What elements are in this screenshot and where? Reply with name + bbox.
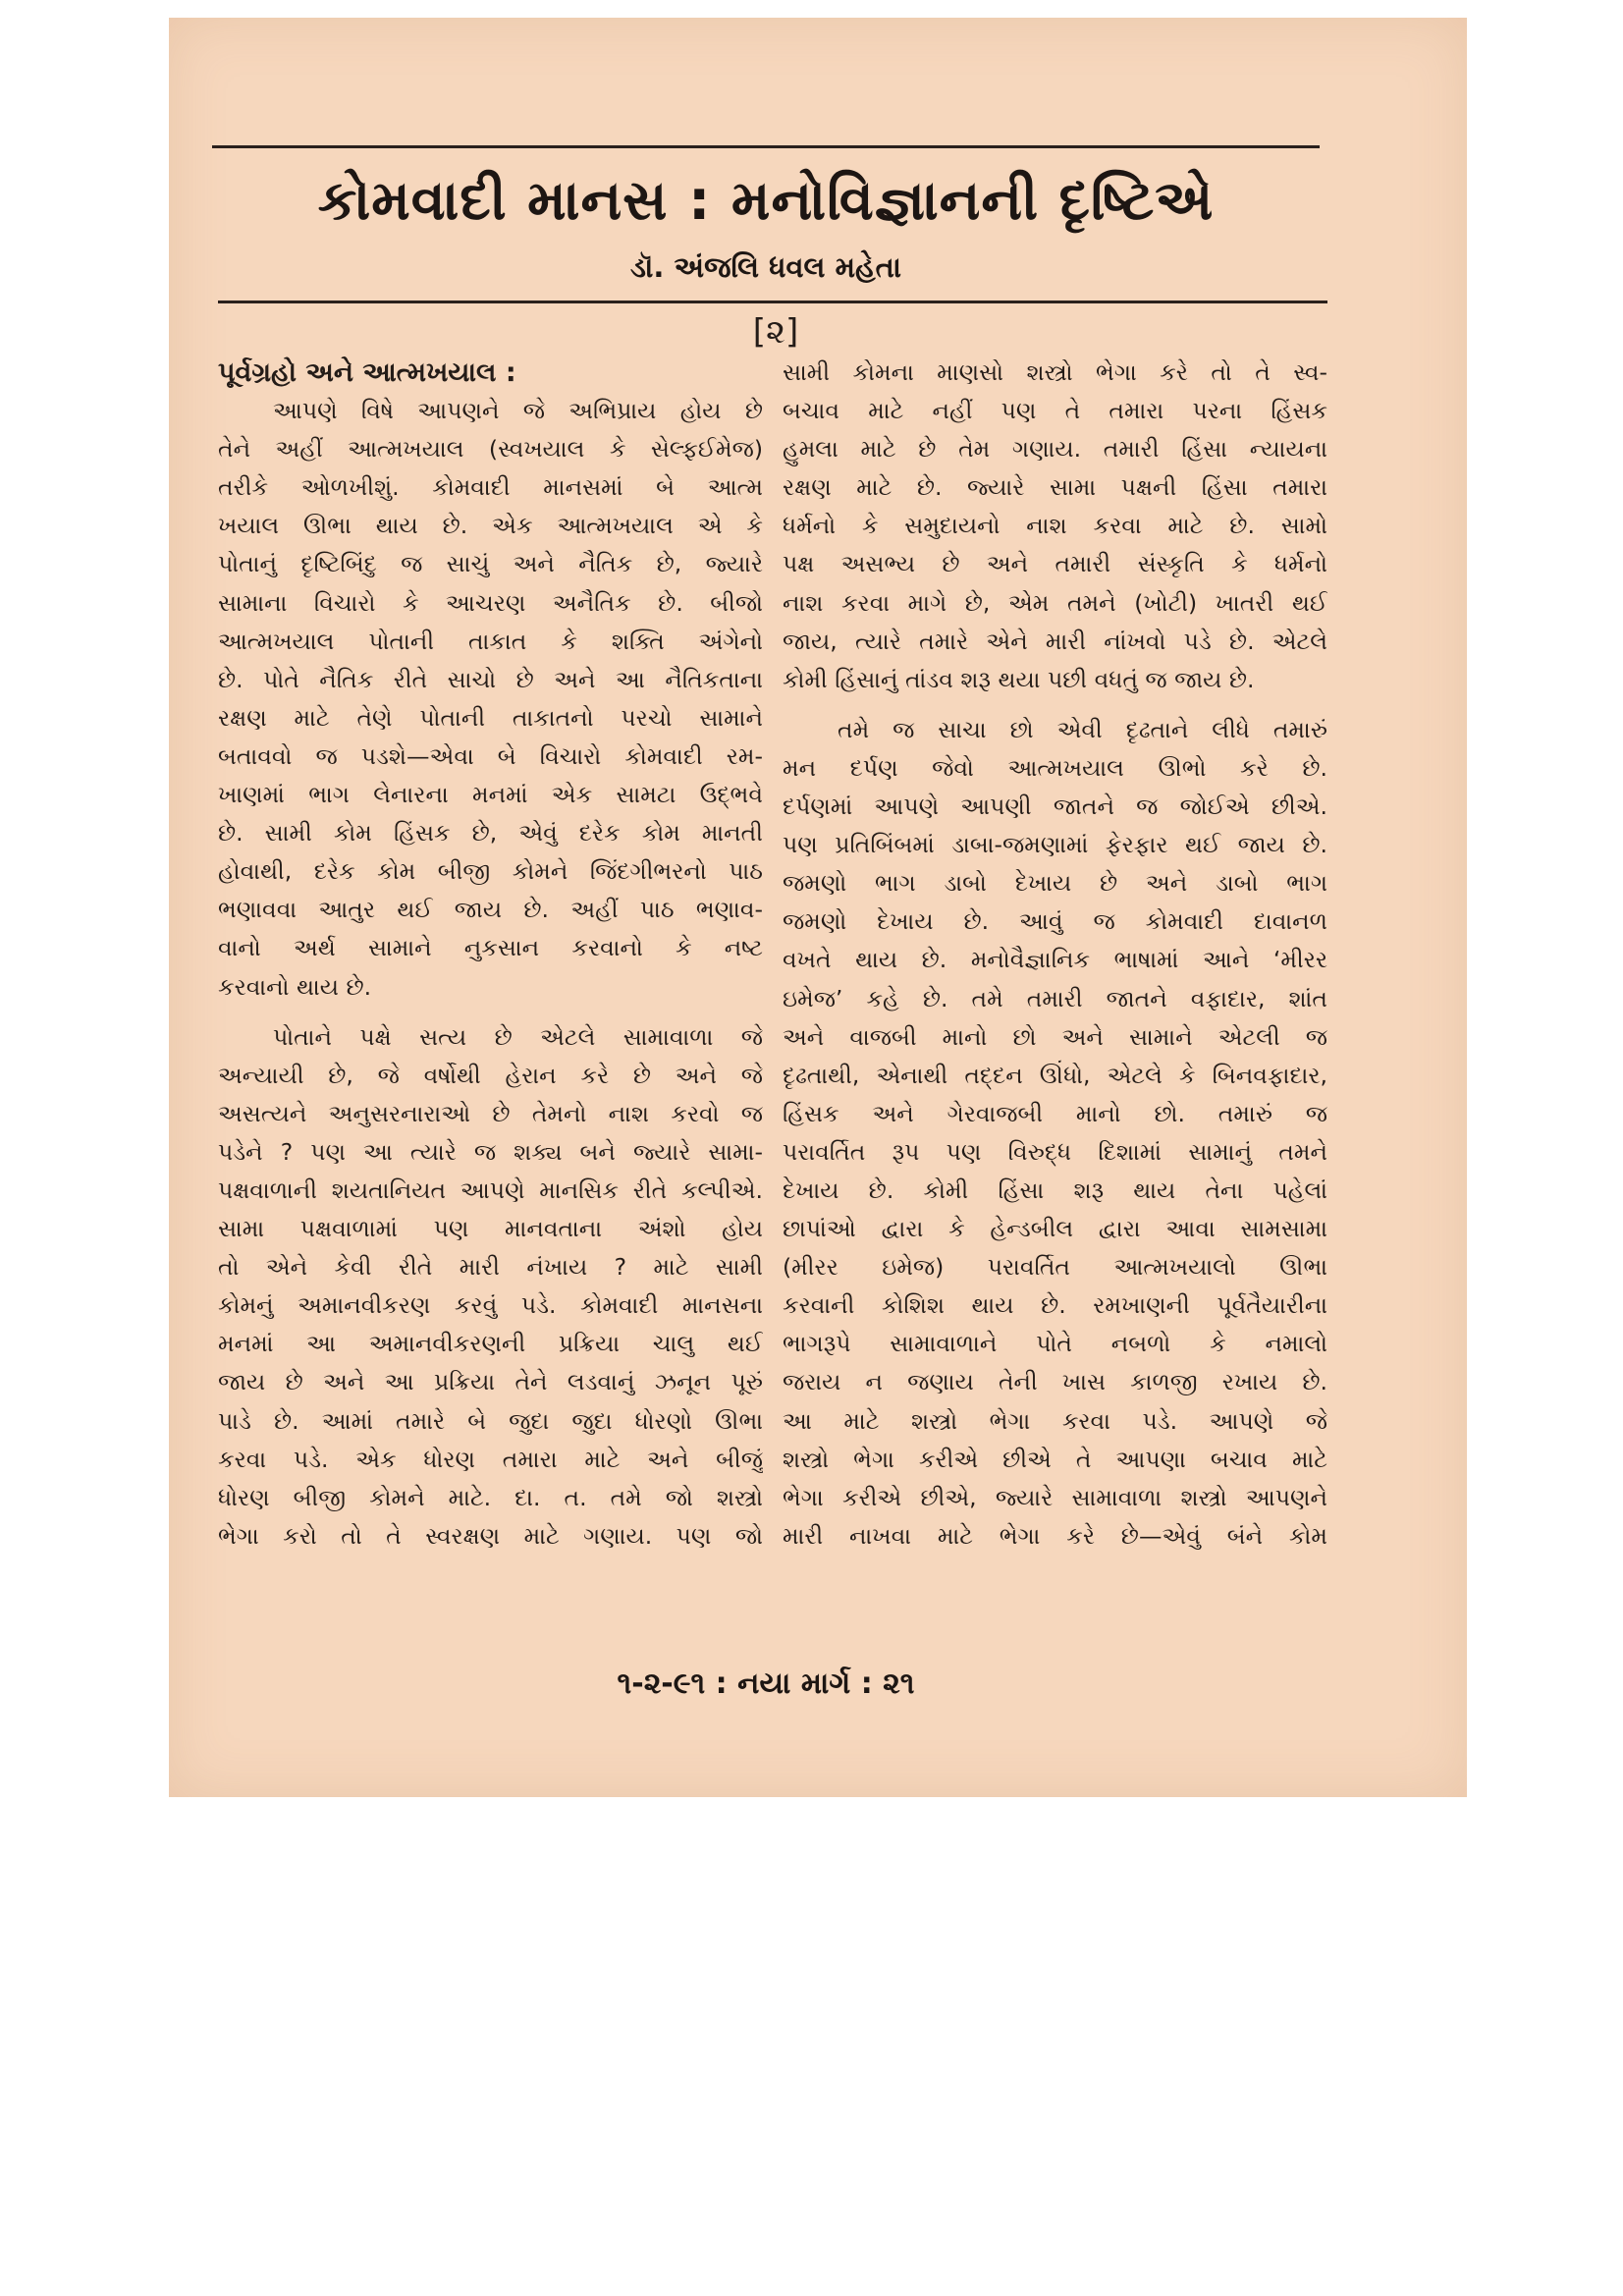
right-paragraph-2 — [783, 711, 1327, 1556]
text-line: જાય છે અને આ પ્રક્રિયા તેને લડવાનું ઝનૂન પૂરું — [218, 1368, 763, 1396]
left-paragraph-1 — [218, 392, 763, 1007]
text-line: હોવાથી, દરેક કોમ બીજી કોમને જિંદગીભરનો પાઠ — [218, 857, 763, 886]
text-line: હિંસક અને ગેરવાજબી માનો છો. તમારું જ — [783, 1099, 1327, 1127]
text-line: ભણાવવા આતુર થઈ જાય છે. અહીં પાઠ ભણાવ- — [218, 896, 763, 924]
text-line: મારી નાખવા માટે ભેગા કરે છે—એવું બંને કોમ — [783, 1521, 1327, 1550]
section-heading: પૂર્વગ્રહો અને આત્મખયાલ : — [218, 357, 516, 388]
text-line: ખયાલ ઊભા થાય છે. એક આત્મખયાલ એ કે — [218, 512, 763, 540]
text-line: અને વાજબી માનો છો અને સામાને એટલી જ — [783, 1022, 1327, 1051]
text-line: તો એને કેવી રીતે મારી નંખાય ? માટે સામી — [218, 1253, 763, 1282]
text-line: જમણો દેખાય છે. આવું જ કોમવાદી દાવાનળ — [783, 907, 1327, 936]
text-line: તેને અહીં આત્મખયાલ (સ્વખયાલ કે સેલ્ફઈમેજ) — [218, 435, 763, 464]
text-line: દર્પણમાં આપણે આપણી જાતને જ જોઈએ છીએ. — [783, 793, 1327, 821]
text-line: અન્યાયી છે, જે વર્ષોથી હેરાન કરે છે અને જે — [218, 1061, 763, 1089]
text-line: (મીરર ઇમેજ) પરાવર્તિત આત્મખયાલો ઊભા — [783, 1253, 1327, 1282]
text-line: પરાવર્તિત રૂપ પણ વિરુદ્ધ દિશામાં સામાનું તમને — [783, 1137, 1327, 1166]
text-line: પક્ષવાળાની શયતાનિયત આપણે માનસિક રીતે કલ્પીએ. — [218, 1175, 763, 1204]
part-number: [૨] — [752, 312, 799, 352]
text-line: ભાગરૂપે સામાવાળાને પોતે નબળો કે નમાલો — [783, 1330, 1327, 1358]
text-line: કરવા પડે. એક ધોરણ તમારા માટે અને બીજું — [218, 1445, 763, 1473]
text-line: સામી કોમના માણસો શસ્ત્રો ભેગા કરે તો તે સ્વ- — [783, 358, 1327, 386]
text-line: ભેગા કરો તો તે સ્વરક્ષણ માટે ગણાય. પણ જો — [218, 1521, 763, 1550]
text-line: જાય, ત્યારે તમારે એને મારી નાંખવો પડે છે. એટલે — [783, 627, 1327, 655]
left-column — [218, 354, 763, 1556]
text-line: છાપાંઓ દ્વારા કે હેન્ડબીલ દ્વારા આવા સામસામા — [783, 1215, 1327, 1243]
text-line: બતાવવો જ પડશે—એવા બે વિચારો કોમવાદી રમ- — [218, 741, 763, 770]
text-line: મનમાં આ અમાનવીકરણની પ્રક્રિયા ચાલુ થઈ — [218, 1330, 763, 1358]
left-paragraph-2 — [218, 1018, 763, 1556]
text-line: પક્ષ અસભ્ય છે અને તમારી સંસ્કૃતિ કે ધર્મનો — [783, 550, 1327, 578]
text-line: મન દર્પણ જેવો આત્મખયાલ ઊભો કરે છે. — [783, 753, 1327, 782]
text-line: રક્ષણ માટે તેણે પોતાની તાકાતનો પરચો સામાને — [218, 703, 763, 732]
text-line: ઇમેજ’ કહે છે. તમે તમારી જાતને વફાદાર, શાંત — [783, 984, 1327, 1012]
text-line: વખતે થાય છે. મનોવૈજ્ઞાનિક ભાષામાં આને ‘મીરર — [783, 946, 1327, 974]
article-author: ડૉ. અંજલિ ધવલ મહેતા — [629, 250, 902, 284]
text-line: અસત્યને અનુસરનારાઓ છે તેમનો નાશ કરવો જ — [218, 1099, 763, 1127]
text-line: નાશ કરવા માગે છે, એમ તમને (ખોટી) ખાતરી થઈ — [783, 588, 1327, 617]
text-line: કોમી હિંસાનું તાંડવ શરૂ થયા પછી વધતું જ જાય છે. — [783, 665, 1255, 693]
right-column — [783, 354, 1327, 1556]
text-line: પોતાનું દૃષ્ટિબિંદુ જ સાચું અને નૈતિક છે, જ્યારે — [218, 550, 763, 578]
text-line: ધોરણ બીજી કોમને માટે. દા. ત. તમે જો શસ્ત્રો — [218, 1483, 763, 1511]
text-line: તરીકે ઓળખીશું. કોમવાદી માનસમાં બે આત્મ — [218, 473, 763, 502]
text-line: આત્મખયાલ પોતાની તાકાત કે શક્તિ અંગેનો — [218, 627, 763, 655]
text-line: ખાણમાં ભાગ લેનારના મનમાં એક સામટા ઉદ્ભવે — [218, 781, 763, 809]
text-line: કોમનું અમાનવીકરણ કરવું પડે. કોમવાદી માનસના — [218, 1291, 763, 1320]
page-footer: ૧-૨-૯૧ : નયા માર્ગ : ૨૧ — [617, 1667, 915, 1701]
text-line: જરાય ન જણાય તેની ખાસ કાળજી રખાય છે. — [783, 1368, 1327, 1396]
header-bottom-rule — [218, 301, 1327, 303]
text-line: છે. સામી કોમ હિંસક છે, એવું દરેક કોમ માનતી — [218, 819, 763, 847]
text-line: દેખાય છે. કોમી હિંસા શરૂ થાય તેના પહેલાં — [783, 1175, 1327, 1204]
text-line: કરવાનો થાય છે. — [218, 972, 372, 1001]
top-rule — [212, 145, 1320, 148]
text-line: આ માટે શસ્ત્રો ભેગા કરવા પડે. આપણે જે — [783, 1406, 1327, 1435]
text-line: સામાના વિચારો કે આચરણ અનૈતિક છે. બીજો — [218, 588, 763, 617]
right-paragraph-1 — [783, 354, 1327, 699]
text-line: જમણો ભાગ ડાબો દેખાય છે અને ડાબો ભાગ — [783, 869, 1327, 898]
text-line: પડેને ? પણ આ ત્યારે જ શક્ય બને જ્યારે સામા- — [218, 1137, 763, 1166]
text-line: બચાવ માટે નહીં પણ તે તમારા પરના હિંસક — [783, 397, 1327, 425]
text-line: છે. પોતે નૈતિક રીતે સાચો છે અને આ નૈતિકતાના — [218, 665, 763, 693]
text-line: દૃઢતાથી, એનાથી તદ્દન ઊંધો, એટલે કે બિનવફાદાર, — [783, 1061, 1327, 1089]
text-line: પણ પ્રતિબિંબમાં ડાબા-જમણામાં ફેરફાર થઈ જાય છે. — [783, 831, 1327, 859]
text-line: શસ્ત્રો ભેગા કરીએ છીએ તે આપણા બચાવ માટે — [783, 1445, 1327, 1473]
text-line: પોતાને પક્ષે સત્ય છે એટલે સામાવાળા જે — [273, 1022, 763, 1051]
text-line: હુમલા માટે છે તેમ ગણાય. તમારી હિંસા ન્યાયના — [783, 435, 1327, 464]
article-title: કોમવાદી માનસ : મનોવિજ્ઞાનની દૃષ્ટિએ — [317, 169, 1215, 233]
text-line: પાડે છે. આમાં તમારે બે જુદા જુદા ધોરણો ઊભા — [218, 1406, 763, 1435]
text-line: સામા પક્ષવાળામાં પણ માનવતાના અંશો હોય — [218, 1215, 763, 1243]
text-line: આપણે વિષે આપણને જે અભિપ્રાય હોય છે — [273, 397, 763, 425]
text-line: કરવાની કોશિશ થાય છે. રમખાણની પૂર્વતૈયારીના — [783, 1291, 1327, 1320]
text-line: ધર્મનો કે સમુદાયનો નાશ કરવા માટે છે. સામો — [783, 512, 1327, 540]
text-line: તમે જ સાચા છો એવી દૃઢતાને લીધે તમારું — [838, 715, 1327, 743]
text-line: રક્ષણ માટે છે. જ્યારે સામા પક્ષની હિંસા તમારા — [783, 473, 1327, 502]
text-line: વાનો અર્થ સામાને નુકસાન કરવાનો કે નષ્ટ — [218, 934, 763, 962]
text-line: ભેગા કરીએ છીએ, જ્યારે સામાવાળા શસ્ત્રો આપણને — [783, 1483, 1327, 1511]
